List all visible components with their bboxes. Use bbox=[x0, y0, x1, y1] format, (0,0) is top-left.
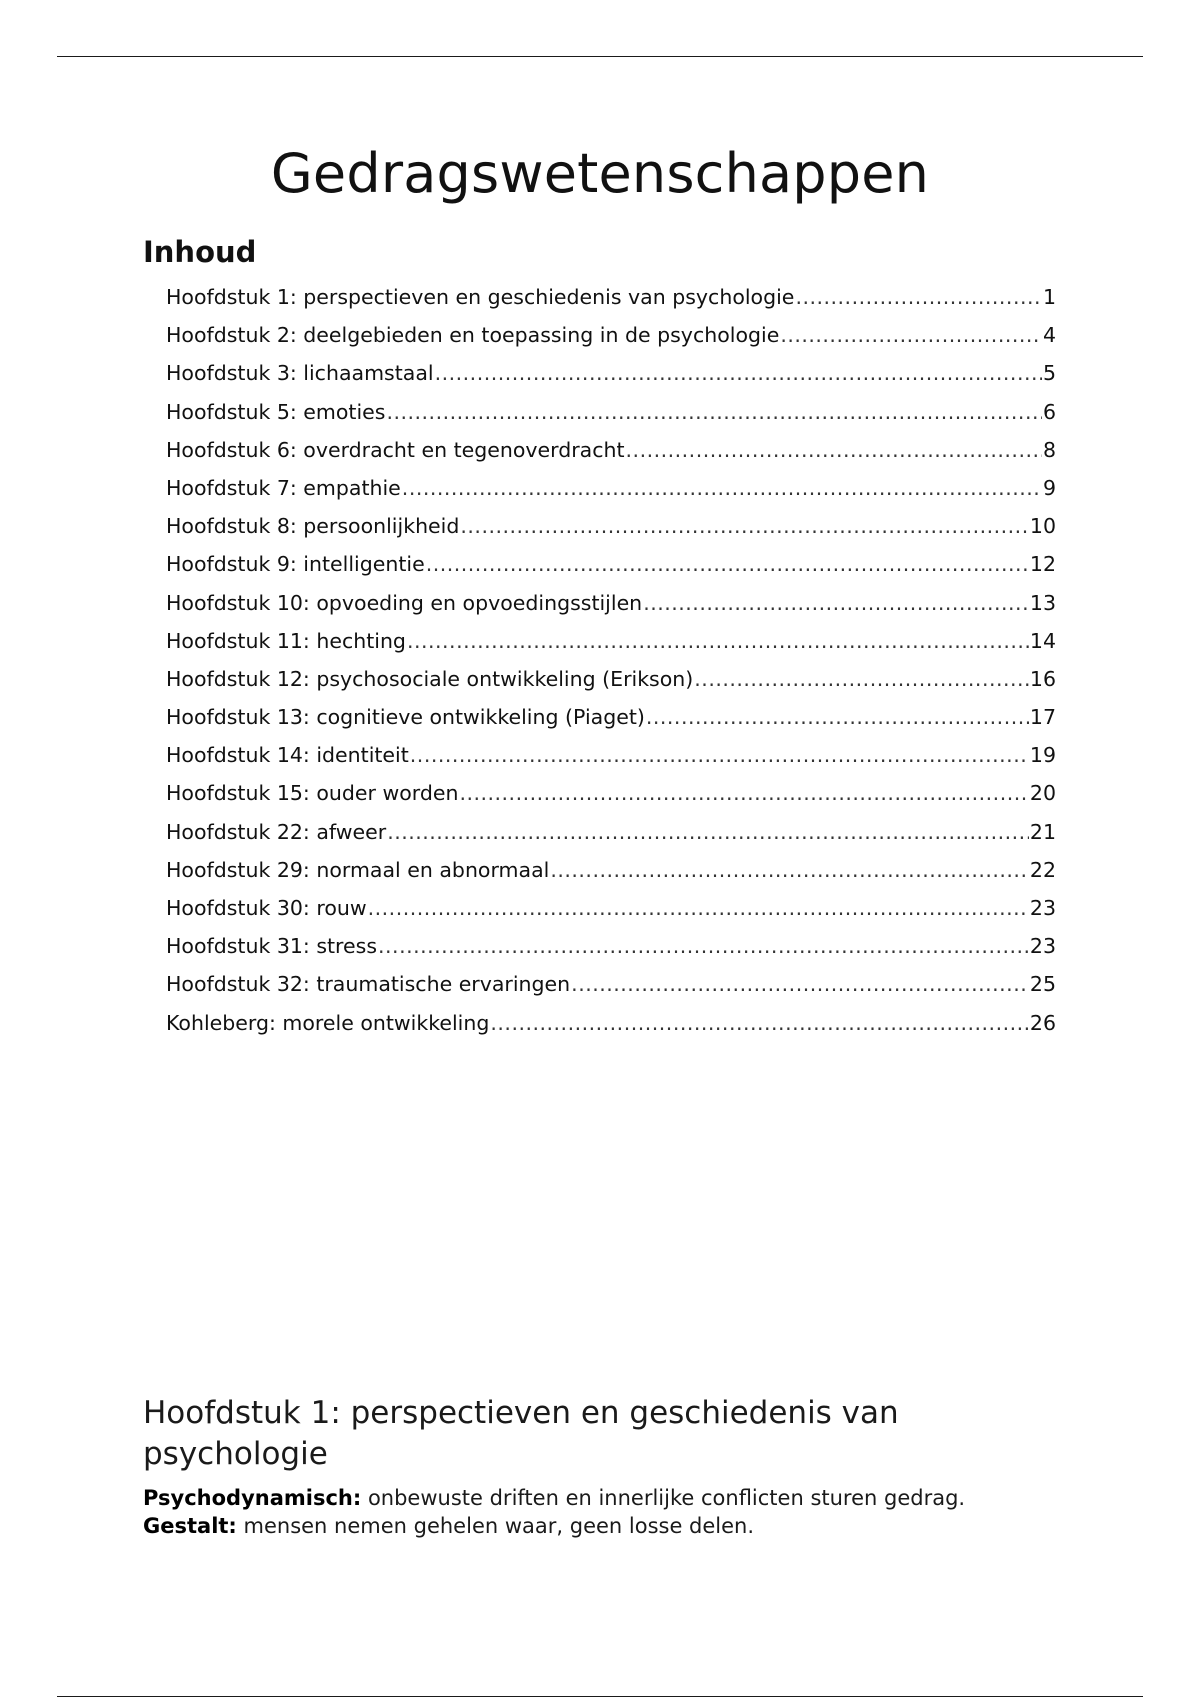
toc-dot-leader bbox=[550, 851, 1029, 889]
toc-dot-leader bbox=[780, 316, 1042, 354]
toc-dot-leader bbox=[795, 278, 1042, 316]
toc-dot-leader bbox=[643, 584, 1029, 622]
toc-dot-leader bbox=[402, 469, 1042, 507]
toc-entry-hoofdstuk-11[interactable] bbox=[166, 622, 1056, 660]
toc-entry-text: Hoofdstuk 9: intelligentie bbox=[166, 552, 425, 577]
toc-entry-text: Hoofdstuk 13: cognitieve ontwikkeling (Piaget) bbox=[166, 705, 645, 730]
definition-term: Psychodynamisch: bbox=[143, 1486, 362, 1510]
toc-entry-text: Kohleberg: morele ontwikkeling bbox=[166, 1010, 490, 1035]
toc-entry-text: Hoofdstuk 10: opvoeding en opvoedingsstijlen bbox=[166, 590, 643, 615]
toc-entry-hoofdstuk-22[interactable] bbox=[166, 813, 1056, 851]
toc-dot-leader bbox=[386, 393, 1042, 431]
toc-entry-hoofdstuk-1[interactable] bbox=[166, 278, 1056, 316]
top-rule bbox=[57, 56, 1143, 57]
toc-entry-hoofdstuk-6[interactable] bbox=[166, 431, 1056, 469]
toc-dot-leader bbox=[407, 622, 1029, 660]
toc-page-number: 6 bbox=[1042, 399, 1056, 424]
toc-page-number: 17 bbox=[1029, 705, 1056, 730]
definition-psychodynamisch bbox=[143, 1484, 1103, 1512]
toc-entry-hoofdstuk-7[interactable] bbox=[166, 469, 1056, 507]
toc-entry-text: Hoofdstuk 15: ouder worden bbox=[166, 781, 459, 806]
toc-entry-text: Hoofdstuk 12: psychosociale ontwikkeling (Erikson) bbox=[166, 666, 694, 691]
toc-entry-text: Hoofdstuk 32: traumatische ervaringen bbox=[166, 972, 571, 997]
toc-dot-leader bbox=[378, 927, 1029, 965]
toc-dot-leader bbox=[459, 774, 1028, 812]
toc-entry-text: Hoofdstuk 14: identiteit bbox=[166, 743, 409, 768]
toc-dot-leader bbox=[368, 889, 1029, 927]
toc-page-number: 25 bbox=[1029, 972, 1056, 997]
toc-page-number: 20 bbox=[1029, 781, 1056, 806]
toc-dot-leader bbox=[410, 736, 1029, 774]
definition-gestalt bbox=[143, 1512, 1103, 1540]
toc-dot-leader bbox=[387, 813, 1029, 851]
toc-page-number: 21 bbox=[1029, 819, 1056, 844]
toc-entry-text: Hoofdstuk 2: deelgebieden en toepassing in de psychologie bbox=[166, 323, 780, 348]
toc-dot-leader bbox=[490, 1004, 1029, 1042]
toc-entry-text: Hoofdstuk 29: normaal en abnormaal bbox=[166, 857, 550, 882]
toc-page-number: 14 bbox=[1029, 628, 1056, 653]
definitions-list bbox=[143, 1484, 1103, 1540]
toc-page-number: 13 bbox=[1029, 590, 1056, 615]
toc-page-number: 8 bbox=[1042, 437, 1056, 462]
toc-entry-text: Hoofdstuk 7: empathie bbox=[166, 475, 401, 500]
toc-entry-hoofdstuk-15[interactable] bbox=[166, 774, 1056, 812]
toc-entry-text: Hoofdstuk 1: perspectieven en geschiedenis van psychologie bbox=[166, 285, 795, 309]
toc-entry-hoofdstuk-10[interactable] bbox=[166, 584, 1056, 622]
toc-dot-leader bbox=[426, 545, 1029, 583]
toc-page-number: 9 bbox=[1042, 475, 1056, 500]
toc-entry-text: Hoofdstuk 30: rouw bbox=[166, 896, 367, 920]
toc-entry-hoofdstuk-30[interactable] bbox=[166, 889, 1056, 927]
toc-page-number: 4 bbox=[1042, 323, 1056, 348]
toc-entry-hoofdstuk-8[interactable] bbox=[166, 507, 1056, 545]
toc-entry-text: Hoofdstuk 11: hechting bbox=[166, 628, 406, 653]
toc-heading: Inhoud bbox=[143, 235, 257, 269]
toc-entry-text: Hoofdstuk 31: stress bbox=[166, 934, 378, 959]
toc-entry-hoofdstuk-29[interactable] bbox=[166, 851, 1056, 889]
toc-entry-hoofdstuk-31[interactable] bbox=[166, 927, 1056, 965]
toc-page-number: 26 bbox=[1029, 1010, 1056, 1035]
toc-entry-text: Hoofdstuk 3: lichaamstaal bbox=[166, 361, 434, 386]
toc-page-number: 1 bbox=[1042, 285, 1056, 309]
toc-entry-hoofdstuk-14[interactable] bbox=[166, 736, 1056, 774]
toc-dot-leader bbox=[460, 507, 1029, 545]
toc-entry-text: Hoofdstuk 8: persoonlijkheid bbox=[166, 514, 460, 539]
toc-page-number: 5 bbox=[1042, 361, 1056, 386]
toc-dot-leader bbox=[626, 431, 1042, 469]
toc-entry-hoofdstuk-13[interactable] bbox=[166, 698, 1056, 736]
definition-term: Gestalt: bbox=[143, 1514, 237, 1538]
section-heading-hoofdstuk-1: Hoofdstuk 1: perspectieven en geschiedenis van psychologie bbox=[143, 1395, 899, 1472]
bottom-rule bbox=[57, 1696, 1143, 1697]
toc-entry-text: Hoofdstuk 5: emoties bbox=[166, 399, 386, 424]
toc-entry-hoofdstuk-2[interactable] bbox=[166, 316, 1056, 354]
toc-page-number: 22 bbox=[1029, 857, 1056, 882]
toc-dot-leader bbox=[694, 660, 1029, 698]
document-title: Gedragswetenschappen bbox=[270, 142, 930, 205]
toc-entry-hoofdstuk-9[interactable] bbox=[166, 545, 1056, 583]
toc-entry-hoofdstuk-12[interactable] bbox=[166, 660, 1056, 698]
toc-entry-hoofdstuk-3[interactable] bbox=[166, 354, 1056, 392]
toc-dot-leader bbox=[435, 354, 1042, 392]
toc-page-number: 23 bbox=[1029, 896, 1056, 920]
toc-page-number: 12 bbox=[1029, 552, 1056, 577]
toc-page-number: 16 bbox=[1029, 666, 1056, 691]
toc-entry-text: Hoofdstuk 6: overdracht en tegenoverdracht bbox=[166, 437, 625, 462]
definition-text: onbewuste driften en innerlijke conflicten sturen gedrag. bbox=[361, 1486, 966, 1510]
definition-text: mensen nemen gehelen waar, geen losse delen. bbox=[236, 1514, 755, 1538]
toc-entry-hoofdstuk-5[interactable] bbox=[166, 393, 1056, 431]
toc-page-number: 23 bbox=[1029, 934, 1056, 959]
toc-entry-text: Hoofdstuk 22: afweer bbox=[166, 819, 387, 844]
toc-page-number: 10 bbox=[1029, 514, 1056, 539]
toc-entry-hoofdstuk-32[interactable] bbox=[166, 965, 1056, 1003]
toc-dot-leader bbox=[571, 965, 1029, 1003]
toc-entry-kohleberg[interactable] bbox=[166, 1004, 1056, 1042]
toc-page-number: 19 bbox=[1029, 743, 1056, 768]
table-of-contents bbox=[166, 278, 1056, 1042]
toc-dot-leader bbox=[646, 698, 1029, 736]
